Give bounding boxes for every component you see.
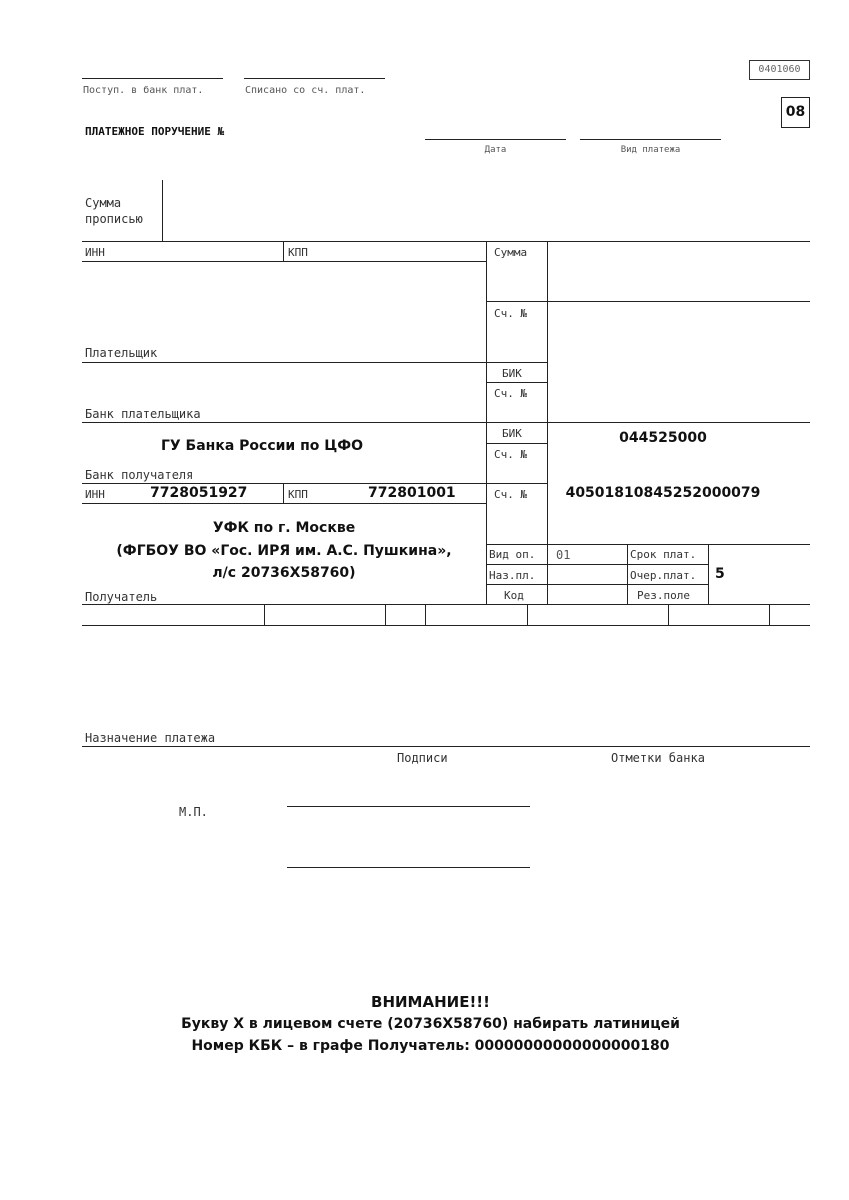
notice-line-2: Номер КБК – в графе Получатель: 00000000000000000180 — [191, 1038, 670, 1054]
grid-line — [486, 241, 487, 604]
recipient-kpp-label: КПП — [288, 488, 308, 501]
grid-line — [486, 584, 708, 585]
purpose-label: Назначение платежа — [85, 731, 216, 745]
amount-words-label-2: прописью — [85, 212, 143, 226]
recipient-bank-bik-label: БИК — [502, 427, 522, 440]
grid-line — [283, 241, 284, 261]
debited-label: Списано со сч. плат. — [245, 85, 366, 96]
op-type-label: Вид оп. — [489, 548, 536, 561]
signatures-label: Подписи — [397, 751, 448, 765]
recipient-name-line-1: УФК по г. Москве — [212, 520, 356, 536]
stamp-label: М.П. — [179, 805, 208, 819]
grid-line — [627, 544, 628, 605]
form-code: 0401060 — [758, 64, 801, 75]
received-line — [82, 78, 223, 79]
page-title: ПЛАТЕЖНОЕ ПОРУЧЕНИЕ № — [85, 125, 225, 138]
grid-line — [425, 604, 426, 625]
grid-line — [283, 483, 284, 503]
payer-bank-label: Банк плательщика — [85, 407, 201, 421]
recipient-inn: 7728051927 — [150, 485, 248, 501]
grid-line — [486, 564, 708, 565]
amount-words-divider — [162, 180, 163, 241]
grid-line — [385, 604, 386, 625]
grid-line — [668, 604, 669, 625]
signature-line-1 — [287, 806, 530, 807]
op-type-value: 01 — [556, 548, 571, 562]
grid-line — [708, 544, 709, 605]
recipient-kpp: 772801001 — [368, 485, 456, 501]
amount-label: Сумма — [494, 246, 528, 259]
payer-bank-account-label: Сч. № — [494, 387, 528, 400]
grid-line — [547, 241, 548, 604]
grid-line — [82, 362, 547, 363]
grid-line — [82, 483, 547, 484]
date-line — [425, 139, 566, 140]
pay-order-value: 5 — [715, 566, 725, 582]
grid-line — [486, 301, 810, 302]
grid-line — [486, 443, 547, 444]
payment-type-code-box — [781, 97, 810, 128]
amount-words-label-1: Сумма — [85, 196, 122, 210]
recipient-name-line-2: (ФГБОУ ВО «Гос. ИРЯ им. А.С. Пушкина», — [116, 543, 452, 559]
grid-line — [82, 241, 810, 242]
notice-title: ВНИМАНИЕ!!! — [371, 993, 490, 1011]
recipient-account-label: Сч. № — [494, 488, 528, 501]
recipient-name-line-3: л/с 20736X58760) — [212, 565, 356, 581]
date-label: Дата — [484, 145, 507, 155]
signature-line-2 — [287, 867, 530, 868]
bank-marks-label: Отметки банка — [611, 751, 705, 765]
payer-inn-label: ИНН — [85, 246, 105, 259]
payer-bank-bik-label: БИК — [502, 367, 522, 380]
payment-kind-label: Вид платежа — [620, 145, 681, 155]
recipient-inn-label: ИНН — [85, 488, 105, 501]
received-label: Поступ. в банк плат. — [83, 85, 204, 96]
recipient-bank-name: ГУ Банка России по ЦФО — [160, 438, 364, 454]
payment-kind-line — [580, 139, 721, 140]
recipient-account: 40501810845252000079 — [565, 485, 761, 501]
grid-line — [82, 503, 486, 504]
notice-line-1: Букву X в лицевом счете (20736X58760) набирать латиницей — [181, 1016, 680, 1032]
recipient-label: Получатель — [85, 590, 158, 604]
grid-line — [769, 604, 770, 625]
recipient-bank-account-label: Сч. № — [494, 448, 528, 461]
grid-line — [486, 382, 547, 383]
pay-order-label: Очер.плат. — [630, 569, 697, 582]
debited-line — [244, 78, 385, 79]
grid-line — [527, 604, 528, 625]
purpose-line — [82, 746, 810, 747]
grid-line — [82, 422, 810, 423]
payment-type-code: 08 — [785, 104, 806, 120]
payer-label: Плательщик — [85, 346, 158, 360]
grid-line — [486, 544, 810, 545]
payer-kpp-label: КПП — [288, 246, 308, 259]
payer-account-label: Сч. № — [494, 307, 528, 320]
recipient-bank-label: Банк получателя — [85, 468, 194, 482]
purpose-code-label: Наз.пл. — [489, 569, 536, 582]
pay-term-label: Срок плат. — [630, 548, 697, 561]
grid-line — [82, 625, 810, 626]
form-code-box — [749, 60, 810, 80]
reserve-label: Рез.поле — [637, 589, 690, 602]
recipient-bik: 044525000 — [619, 430, 707, 446]
code-label: Код — [504, 589, 524, 602]
grid-line — [82, 604, 810, 605]
grid-line — [264, 604, 265, 625]
grid-line — [82, 261, 486, 262]
